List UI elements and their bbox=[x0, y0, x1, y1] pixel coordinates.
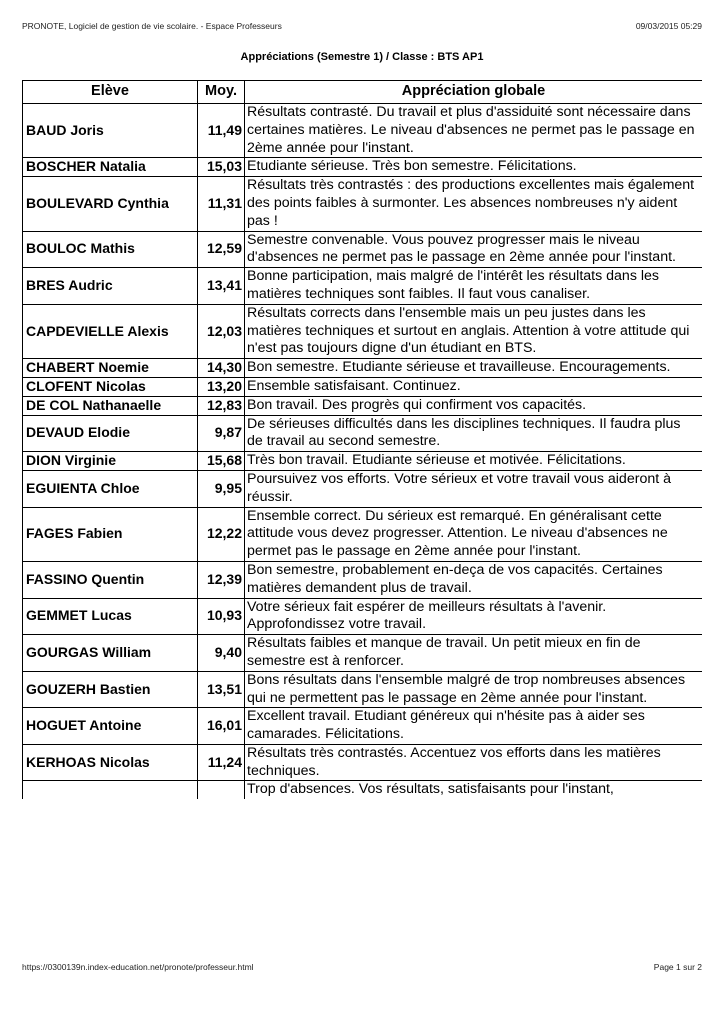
table-row bbox=[23, 415, 703, 452]
average-cell: 13,20 bbox=[198, 377, 245, 396]
student-name-cell: GOUZERH Bastien bbox=[23, 671, 198, 708]
appreciation-cell: Trop d'absences. Vos résultats, satisfaisants pour l'instant, bbox=[245, 781, 703, 799]
table-header-row bbox=[23, 81, 703, 104]
average-cell: 13,51 bbox=[198, 671, 245, 708]
appreciations-table bbox=[22, 80, 702, 799]
table-row bbox=[23, 104, 703, 158]
average-cell: 16,01 bbox=[198, 708, 245, 745]
appreciation-cell: Bon semestre. Etudiante sérieuse et travailleuse. Encouragements. bbox=[245, 359, 703, 378]
appreciation-cell: Votre sérieux fait espérer de meilleurs résultats à l'avenir. Approfondissez votre travail. bbox=[245, 598, 703, 635]
average-cell: 12,22 bbox=[198, 507, 245, 561]
student-name-cell: CHABERT Noemie bbox=[23, 359, 198, 378]
student-name-cell: DION Virginie bbox=[23, 452, 198, 471]
table-row bbox=[23, 359, 703, 378]
appreciation-cell: Bon travail. Des progrès qui confirment vos capacités. bbox=[245, 396, 703, 415]
average-cell: 15,03 bbox=[198, 158, 245, 177]
appreciation-cell: Poursuivez vos efforts. Votre sérieux et votre travail vous aideront à réussir. bbox=[245, 470, 703, 507]
student-name-cell: DEVAUD Elodie bbox=[23, 415, 198, 452]
appreciation-cell: Bonne participation, mais malgré de l'intérêt les résultats dans les matières techniques sont faibles. Il faut vous canaliser. bbox=[245, 268, 703, 305]
student-name-cell: EGUIENTA Chloe bbox=[23, 470, 198, 507]
print-footer-page: Page 1 sur 2 bbox=[653, 962, 702, 972]
appreciation-cell: Bon semestre, probablement en-deça de vos capacités. Certaines matières demandent plus de travail. bbox=[245, 561, 703, 598]
table-row bbox=[23, 396, 703, 415]
appreciations-table-wrapper bbox=[22, 80, 702, 946]
average-cell: 11,31 bbox=[198, 177, 245, 231]
average-cell: 13,41 bbox=[198, 268, 245, 305]
average-cell: 9,40 bbox=[198, 635, 245, 672]
table-row bbox=[23, 177, 703, 231]
table-row bbox=[23, 598, 703, 635]
table-row bbox=[23, 158, 703, 177]
column-header-appreciation: Appréciation globale bbox=[245, 81, 703, 104]
table-row bbox=[23, 781, 703, 799]
student-name-cell: FASSINO Quentin bbox=[23, 561, 198, 598]
table-row bbox=[23, 507, 703, 561]
average-cell: 9,87 bbox=[198, 415, 245, 452]
student-name-cell: GOURGAS William bbox=[23, 635, 198, 672]
average-cell: 12,59 bbox=[198, 231, 245, 268]
student-name-cell: BAUD Joris bbox=[23, 104, 198, 158]
appreciation-cell: Excellent travail. Etudiant généreux qui n'hésite pas à aider ses camarades. Félicitations. bbox=[245, 708, 703, 745]
student-name-cell: BOULEVARD Cynthia bbox=[23, 177, 198, 231]
student-name-cell: BOSCHER Natalia bbox=[23, 158, 198, 177]
average-cell: 10,93 bbox=[198, 598, 245, 635]
student-name-cell: CAPDEVIELLE Alexis bbox=[23, 304, 198, 358]
table-row bbox=[23, 304, 703, 358]
table-row bbox=[23, 635, 703, 672]
average-cell: 12,03 bbox=[198, 304, 245, 358]
appreciation-cell: Résultats très contrastés : des productions excellentes mais également des points faibles à surmonter. Les absences nombreuses n'y aident pas ! bbox=[245, 177, 703, 231]
table-body bbox=[23, 104, 703, 800]
table-row bbox=[23, 452, 703, 471]
table-row bbox=[23, 268, 703, 305]
average-cell: 9,95 bbox=[198, 470, 245, 507]
appreciation-cell: Résultats faibles et manque de travail. Un petit mieux en fin de semestre est à renforcer. bbox=[245, 635, 703, 672]
table-row bbox=[23, 744, 703, 781]
average-cell: 11,24 bbox=[198, 744, 245, 781]
average-cell: 15,68 bbox=[198, 452, 245, 471]
appreciation-cell: Résultats contrasté. Du travail et plus d'assiduité sont nécessaire dans certaines matières. Le niveau d'absences ne permet pas le passage en 2ème année pour l'instant. bbox=[245, 104, 703, 158]
student-name-cell: BRES Audric bbox=[23, 268, 198, 305]
appreciation-cell: De sérieuses difficultés dans les disciplines techniques. Il faudra plus de travail au second semestre. bbox=[245, 415, 703, 452]
appreciation-cell: Très bon travail. Etudiante sérieuse et motivée. Félicitations. bbox=[245, 452, 703, 471]
average-cell: 11,49 bbox=[198, 104, 245, 158]
table-row bbox=[23, 561, 703, 598]
appreciation-cell: Résultats très contrastés. Accentuez vos efforts dans les matières techniques. bbox=[245, 744, 703, 781]
page-title: Appréciations (Semestre 1) / Classe : BTS AP1 bbox=[240, 51, 484, 63]
print-header-title: PRONOTE, Logiciel de gestion de vie scolaire. - Espace Professeurs bbox=[22, 21, 282, 31]
student-name-cell: DE COL Nathanaelle bbox=[23, 396, 198, 415]
appreciation-cell: Ensemble satisfaisant. Continuez. bbox=[245, 377, 703, 396]
table-row bbox=[23, 231, 703, 268]
student-name-cell: CLOFENT Nicolas bbox=[23, 377, 198, 396]
column-header-average: Moy. bbox=[198, 81, 245, 104]
average-cell: 12,39 bbox=[198, 561, 245, 598]
appreciation-cell: Ensemble correct. Du sérieux est remarqué. En généralisant cette attitude vous devez progresser. Attention. Le niveau d'absences ne permet pas le passage en 2ème année pour l'instant. bbox=[245, 507, 703, 561]
student-name-cell bbox=[23, 781, 198, 799]
student-name-cell: BOULOC Mathis bbox=[23, 231, 198, 268]
column-header-student: Elève bbox=[23, 81, 198, 104]
table-row bbox=[23, 377, 703, 396]
appreciation-cell: Semestre convenable. Vous pouvez progresser mais le niveau d'absences ne permet pas le passage en 2ème année pour l'instant. bbox=[245, 231, 703, 268]
appreciation-cell: Bons résultats dans l'ensemble malgré de trop nombreuses absences qui ne permettent pas le passage en 2ème année pour l'instant. bbox=[245, 671, 703, 708]
student-name-cell: GEMMET Lucas bbox=[23, 598, 198, 635]
print-header-date: 09/03/2015 05:29 bbox=[635, 21, 702, 31]
average-cell: 12,83 bbox=[198, 396, 245, 415]
average-cell: 14,30 bbox=[198, 359, 245, 378]
student-name-cell: HOGUET Antoine bbox=[23, 708, 198, 745]
table-row bbox=[23, 708, 703, 745]
appreciation-cell: Résultats corrects dans l'ensemble mais un peu justes dans les matières techniques et surtout en anglais. Attention à votre attitude qui n'est pas toujours digne d'un étudiant en BTS. bbox=[245, 304, 703, 358]
student-name-cell: FAGES Fabien bbox=[23, 507, 198, 561]
print-footer-url: https://0300139n.index-education.net/pronote/professeur.html bbox=[22, 962, 254, 972]
student-name-cell: KERHOAS Nicolas bbox=[23, 744, 198, 781]
average-cell bbox=[198, 781, 245, 799]
table-row bbox=[23, 470, 703, 507]
table-row bbox=[23, 671, 703, 708]
appreciation-cell: Etudiante sérieuse. Très bon semestre. Félicitations. bbox=[245, 158, 703, 177]
